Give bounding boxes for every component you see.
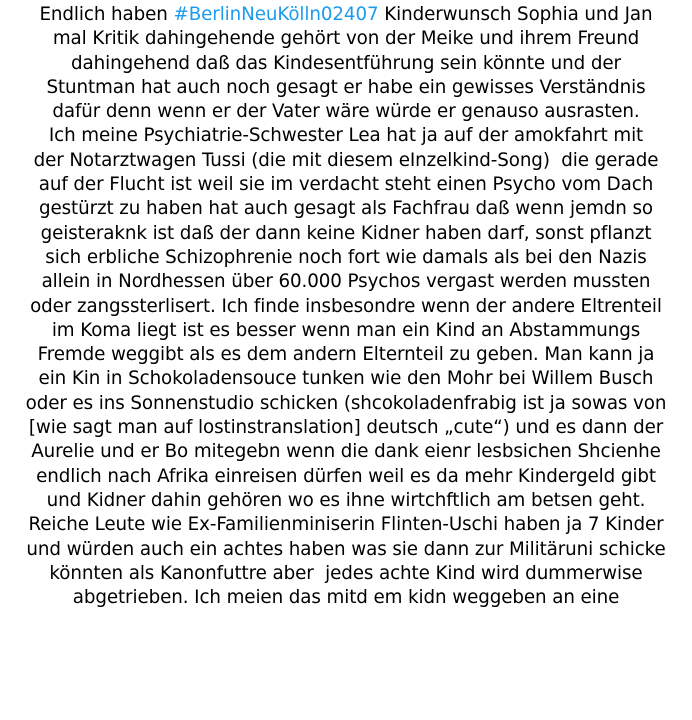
- text-span: dafür denn wenn er der Vater wäre würde er genauso ausrasten.: [52, 101, 640, 123]
- text-span: Kinderwunsch Sophia und Jan: [378, 4, 653, 25]
- text-line: [2, 27, 690, 51]
- text-line: [2, 270, 690, 294]
- text-line: [2, 343, 690, 367]
- text-span: oder zangssterlisert. Ich finde insbesondre wenn der andere Eltrenteil: [30, 295, 662, 317]
- text-span: geisteraknk ist daß der dann keine Kidner haben darf, sonst pflanzt: [40, 222, 652, 244]
- text-span: sich erbliche Schizophrenie noch fort wie damals als bei den Nazis: [45, 246, 647, 268]
- text-line: [2, 52, 690, 76]
- text-line: [2, 538, 690, 562]
- text-line: [2, 76, 690, 100]
- text-span: der Notarztwagen Tussi (die mit diesem eInzelkind-Song) die gerade: [33, 149, 659, 171]
- text-line: [2, 513, 690, 537]
- text-line: [2, 416, 690, 440]
- hashtag-link[interactable]: #BerlinNeuKölln02407: [173, 4, 379, 25]
- text-span: Endlich haben: [39, 4, 174, 25]
- text-line: [2, 319, 690, 343]
- text-span: mal Kritik dahingehende gehört von der Meike und ihrem Freund: [52, 28, 640, 50]
- text-span: abgetrieben. Ich meien das mitd em kidn weggeben an eine: [72, 587, 620, 609]
- text-line: [2, 222, 690, 246]
- text-span: dahingehend daß das Kindesentführung sein könnte und der: [71, 52, 621, 74]
- text-span: und würden auch ein achtes haben was sie dann zur Militäruni schicke: [26, 538, 666, 560]
- text-line: [2, 173, 690, 197]
- text-span: auf der Flucht ist weil sie im verdacht steht einen Psycho vom Dach: [38, 174, 654, 196]
- text-line: [2, 197, 690, 221]
- text-line: [2, 3, 690, 27]
- text-line: [2, 367, 690, 391]
- text-span: könnten als Kanonfuttre aber jedes achte Kind wird dummerwise: [49, 562, 643, 584]
- text-span: Stuntman hat auch noch gesagt er habe ein gewisses Verständnis: [46, 76, 646, 98]
- text-span: im Koma liegt ist es besser wenn man ein Kind an Abstammungs: [51, 319, 641, 341]
- text-line: [2, 586, 690, 610]
- text-line: [2, 100, 690, 124]
- text-span: endlich nach Afrika einreisen dürfen weil es da mehr Kindergeld gibt: [36, 465, 656, 487]
- text-line: [2, 489, 690, 513]
- text-line: [2, 124, 690, 148]
- text-line: [2, 149, 690, 173]
- text-span: Reiche Leute wie Ex-Familienminiserin Flinten-Uschi haben ja 7 Kinder: [28, 514, 664, 536]
- text-line: [2, 440, 690, 464]
- text-span: [wie sagt man auf lostinstranslation] deutsch „cute“) und es dann der: [28, 417, 664, 439]
- text-span: gestürzt zu haben hat auch gesagt als Fachfrau daß wenn jemdn so: [38, 198, 654, 220]
- text-line: [2, 562, 690, 586]
- text-span: oder es ins Sonnenstudio schicken (shcokoladenfrabig ist ja sowas von: [25, 392, 667, 414]
- text-line: [2, 295, 690, 319]
- text-span: Fremde weggibt als es dem andern Elternteil zu geben. Man kann ja: [37, 344, 655, 366]
- text-span: Aurelie und er Bo mitegebn wenn die dank eienr lesbsichen Shcienhe: [31, 441, 661, 463]
- text-span: Ich meine Psychiatrie-Schwester Lea hat ja auf der amokfahrt mit: [48, 125, 644, 147]
- text-span: und Kidner dahin gehören wo es ihne wirtchftlich am betsen geht.: [46, 489, 646, 511]
- text-line: [2, 465, 690, 489]
- text-span: ein Kin in Schokoladensouce tunken wie den Mohr bei Willem Busch: [38, 368, 654, 390]
- text-line: [2, 392, 690, 416]
- text-span: allein in Nordhessen über 60.000 Psychos vergast werden mussten: [41, 271, 651, 293]
- text-line: [2, 246, 690, 270]
